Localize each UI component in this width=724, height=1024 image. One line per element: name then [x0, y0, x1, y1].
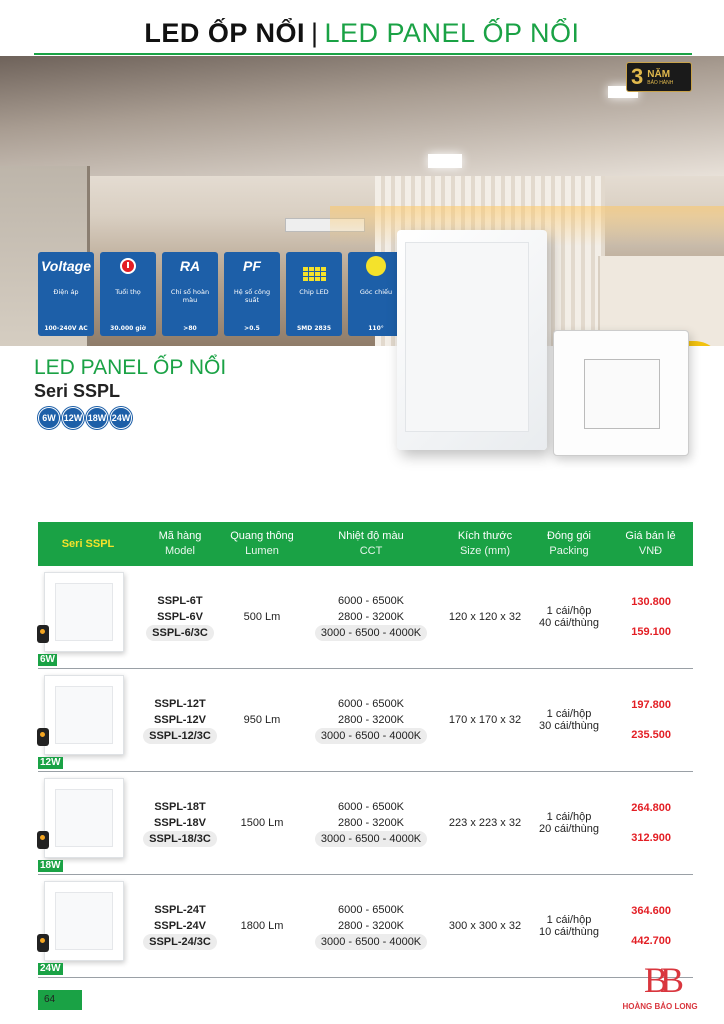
ra-icon: RA: [179, 258, 201, 274]
spec-value: >80: [183, 325, 197, 332]
spec-chip: [286, 252, 342, 336]
lumen-value: 1800 Lm: [240, 920, 284, 932]
title-underline: [34, 53, 692, 55]
price-value: 442.700: [631, 935, 671, 947]
header-packing: Đóng gói Packing: [546, 530, 592, 557]
product-thumbnail: [44, 881, 124, 961]
header-lumen: Quang thông Lumen: [230, 530, 294, 557]
model-code: SSPL-24/3C: [143, 934, 217, 950]
warranty-badge: [626, 62, 692, 92]
voltage-icon: Voltage: [40, 258, 92, 274]
spec-voltage: [38, 252, 94, 336]
cct-value: 6000 - 6500K: [337, 904, 405, 916]
spec-value: 30.000 giờ: [110, 325, 146, 332]
table-header: [38, 522, 693, 566]
lumen-value: 950 Lm: [243, 714, 281, 726]
packing-value: 1 cái/hộp: [546, 708, 592, 720]
cct-value: 3000 - 6500 - 4000K: [315, 831, 427, 847]
logo-mark-icon: BB: [643, 960, 677, 1000]
packing-value: 30 cái/thùng: [539, 720, 599, 732]
packing-value: 1 cái/hộp: [546, 605, 592, 617]
model-code: SSPL-6/3C: [146, 625, 214, 641]
cct-value: 6000 - 6500K: [337, 801, 405, 813]
brand-name: HOÀNG BẢO LONG: [622, 1002, 698, 1011]
spec-label: Chỉ số hoàn màu: [170, 288, 210, 304]
ceiling-light: [428, 154, 462, 168]
cct-value: 6000 - 6500K: [337, 595, 405, 607]
product-series: Seri SSPL: [34, 381, 121, 401]
header-size: Kích thước Size (mm): [457, 530, 513, 557]
cct-switch-icon: [37, 625, 49, 643]
price-value: 312.900: [631, 832, 671, 844]
row-watt-label: 24W: [40, 963, 61, 974]
row-watt-label: 12W: [40, 757, 61, 768]
spec-label: Tuổi thọ: [115, 288, 141, 296]
beam-angle-icon: [366, 256, 386, 276]
row-watt-label: 18W: [40, 860, 61, 871]
spec-lifetime: [100, 252, 156, 336]
wattage-badge: 6W: [38, 407, 60, 429]
page-number: 64: [38, 990, 82, 1010]
title-bold: LED ỐP NỔI: [144, 18, 305, 48]
wattage-badge: 18W: [86, 407, 108, 429]
brand-logo: [620, 960, 700, 1011]
product-thumbnail: [44, 778, 124, 858]
header-price: Giá bán lẻ VNĐ: [625, 530, 676, 557]
cct-switch-icon: [37, 831, 49, 849]
spec-icons: [38, 252, 404, 336]
spec-value: SMD 2835: [296, 325, 332, 332]
wattage-badge: 24W: [110, 407, 132, 429]
cct-value: 3000 - 6500 - 4000K: [315, 728, 427, 744]
spec-value: 110°: [368, 325, 384, 332]
table-row: [38, 566, 693, 669]
spec-value: >0.5: [244, 325, 260, 332]
price-value: 197.800: [631, 699, 671, 711]
cct-value: 3000 - 6500 - 4000K: [315, 625, 427, 641]
wattage-badges: [38, 407, 132, 429]
ceiling: [0, 56, 724, 176]
cct-value: 2800 - 3200K: [337, 714, 405, 726]
size-value: 223 x 223 x 32: [448, 817, 522, 829]
spec-pf: [224, 252, 280, 336]
packing-value: 1 cái/hộp: [546, 914, 592, 926]
spec-beam-angle: [348, 252, 404, 336]
cct-value: 2800 - 3200K: [337, 920, 405, 932]
product-image-front: [397, 230, 547, 450]
price-value: 235.500: [631, 729, 671, 741]
price-value: 130.800: [631, 596, 671, 608]
title-separator: |: [310, 18, 319, 48]
cct-switch-icon: [37, 934, 49, 952]
table-row: [38, 669, 693, 772]
spec-label: Điện áp: [53, 288, 79, 296]
product-thumbnail: [44, 572, 124, 652]
packing-value: 10 cái/thùng: [539, 926, 599, 938]
chip-icon: [303, 267, 326, 281]
model-code: SSPL-18T: [154, 801, 206, 813]
header-cct: Nhiệt độ màu CCT: [338, 530, 404, 557]
pf-icon: PF: [243, 258, 261, 274]
spec-label: Hệ số công suất: [233, 288, 271, 304]
cct-value: 6000 - 6500K: [337, 698, 405, 710]
product-name: LED PANEL ỐP NỔI: [34, 356, 227, 379]
spec-ra: [162, 252, 218, 336]
size-value: 120 x 120 x 32: [448, 611, 522, 623]
packing-value: 1 cái/hộp: [546, 811, 592, 823]
model-code: SSPL-12V: [154, 714, 206, 726]
model-code: SSPL-24T: [154, 904, 206, 916]
cct-value: 3000 - 6500 - 4000K: [315, 934, 427, 950]
model-code: SSPL-18/3C: [143, 831, 217, 847]
spec-label: Chip LED: [299, 288, 329, 296]
size-value: 170 x 170 x 32: [448, 714, 522, 726]
table-row: [38, 772, 693, 875]
header-model: Mã hàng Model: [158, 530, 202, 557]
price-value: 264.800: [631, 802, 671, 814]
spec-value: 100-240V AC: [44, 325, 88, 332]
clock-icon: [120, 258, 136, 274]
wattage-badge: 12W: [62, 407, 84, 429]
price-value: 364.600: [631, 905, 671, 917]
model-code: SSPL-12T: [154, 698, 206, 710]
warranty-number: 3: [631, 64, 644, 89]
product-image-back: [553, 330, 689, 456]
spec-label: Góc chiếu: [359, 288, 393, 296]
lumen-value: 500 Lm: [243, 611, 281, 623]
row-watt-label: 6W: [40, 654, 55, 665]
page-title: [0, 18, 724, 49]
lumen-value: 1500 Lm: [240, 817, 284, 829]
model-code: SSPL-18V: [154, 817, 206, 829]
model-code: SSPL-6T: [157, 595, 203, 607]
warranty-label: NĂM: [647, 68, 671, 80]
model-code: SSPL-24V: [154, 920, 206, 932]
table-row: [38, 875, 693, 978]
model-code: SSPL-12/3C: [143, 728, 217, 744]
packing-value: 20 cái/thùng: [539, 823, 599, 835]
title-green: LED PANEL ỐP NỔI: [324, 18, 580, 48]
cct-switch-icon: [37, 728, 49, 746]
size-value: 300 x 300 x 32: [448, 920, 522, 932]
product-thumbnail: [44, 675, 124, 755]
warranty-sub: BẢO HÀNH: [647, 79, 674, 86]
cct-value: 2800 - 3200K: [337, 817, 405, 829]
header-series: Seri SSPL: [61, 537, 115, 550]
cct-value: 2800 - 3200K: [337, 611, 405, 623]
model-code: SSPL-6V: [157, 611, 203, 623]
packing-value: 40 cái/thùng: [539, 617, 599, 629]
price-value: 159.100: [631, 626, 671, 638]
